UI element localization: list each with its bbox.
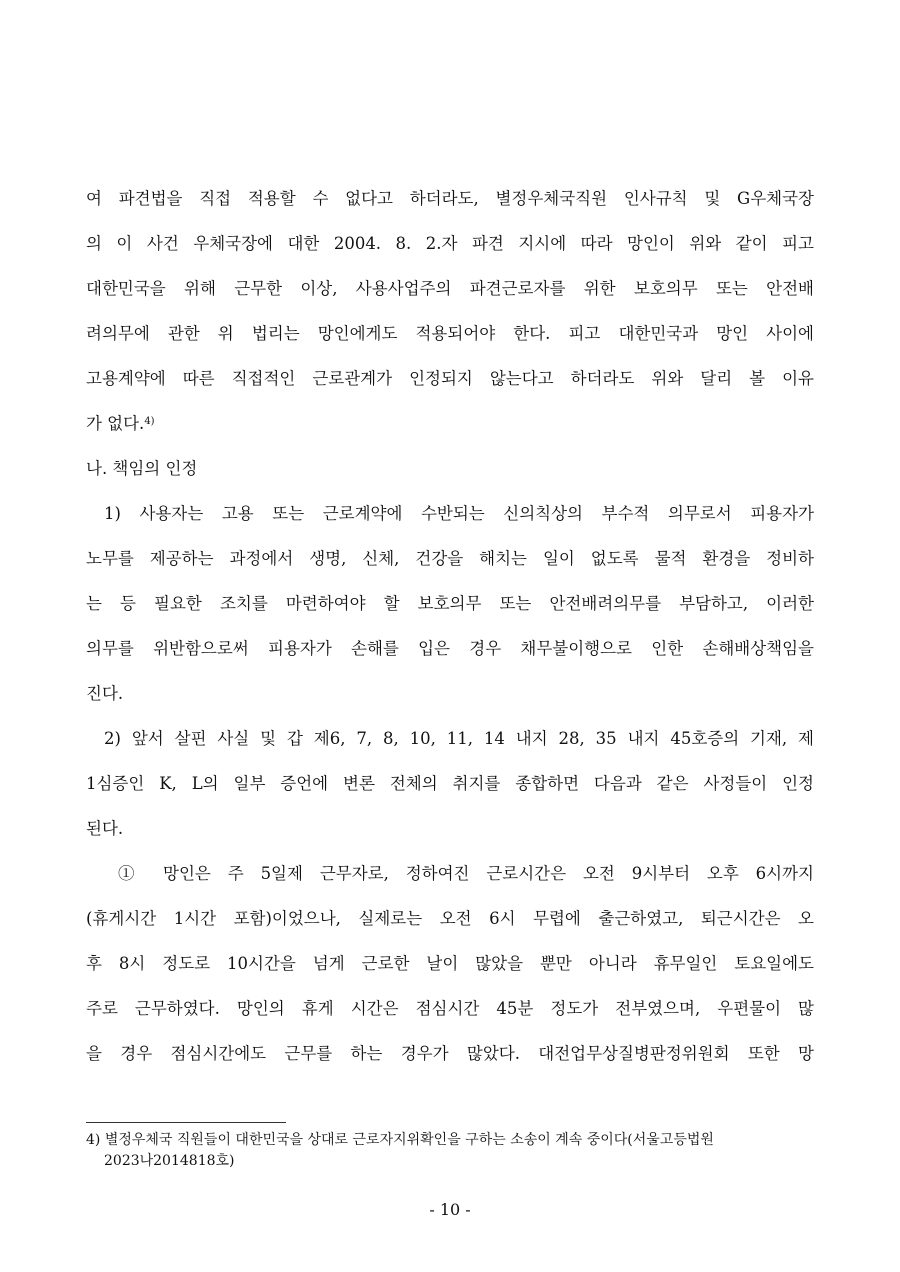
paragraph-line: 후 8시 정도로 10시간을 넘게 근로한 날이 많았을 뿐만 아니라 휴무일인 토요일에도	[86, 954, 814, 973]
paragraph-line: 된다.	[86, 819, 124, 838]
paragraph-line-with-footnote-ref	[86, 412, 814, 436]
paragraph-line: 노무를 제공하는 과정에서 생명, 신체, 건강을 해치는 일이 없도록 물적 환경을 정비하	[86, 549, 814, 568]
paragraph-line: ① 망인은 주 5일제 근무자로, 정하여진 근로시간은 오전 9시부터 오후 6시까지	[118, 864, 814, 883]
footnote-text-continued: 2023나2014818호)	[104, 1153, 235, 1169]
paragraph-line: 2) 앞서 살핀 사실 및 갑 제6, 7, 8, 10, 11, 14 내지 28, 35 내지 45호증의 기재, 제	[104, 729, 814, 748]
paragraph-line: 고용계약에 따른 직접적인 근로관계가 인정되지 않는다고 하더라도 위와 달리 볼 이유	[86, 369, 814, 388]
paragraph-line: 을 경우 점심시간에도 근무를 하는 경우가 많았다. 대전업무상질병판정위원회 또한 망	[86, 1044, 814, 1063]
paragraph-line: 1) 사용자는 고용 또는 근로계약에 수반되는 신의칙상의 부수적 의무로서 피용자가	[104, 504, 814, 523]
paragraph-line: 의무를 위반함으로써 피용자가 손해를 입은 경우 채무불이행으로 인한 손해배상책임을	[86, 639, 814, 658]
section-heading: 나. 책임의 인정	[86, 459, 198, 478]
footnote-divider	[86, 1122, 286, 1123]
paragraph-line: 1심증인 K, L의 일부 증언에 변론 전체의 취지를 종합하면 다음과 같은 사정들이 인정	[86, 774, 814, 793]
page-number: - 10 -	[429, 1200, 471, 1219]
paragraph-line: 려의무에 관한 위 법리는 망인에게도 적용되어야 한다. 피고 대한민국과 망인 사이에	[86, 324, 814, 343]
footnote-text: 4) 별정우체국 직원들이 대한민국을 상대로 근로자지위확인을 구하는 소송이 계속 중이다(서울고등법원	[86, 1132, 714, 1148]
footnote-reference: 4)	[144, 416, 155, 427]
paragraph-line-text: 가 없다.	[86, 414, 145, 433]
paragraph-line: 는 등 필요한 조치를 마련하여야 할 보호의무 또는 안전배려의무를 부담하고, 이러한	[86, 594, 814, 613]
paragraph-line: 의 이 사건 우체국장에 대한 2004. 8. 2.자 파견 지시에 따라 망인이 위와 같이 피고	[86, 234, 814, 253]
paragraph-line: 여 파견법을 직접 적용할 수 없다고 하더라도, 별정우체국직원 인사규칙 및 G우체국장	[86, 189, 814, 208]
paragraph-line: (휴게시간 1시간 포함)이었으나, 실제로는 오전 6시 무렵에 출근하였고, 퇴근시간은 오	[86, 909, 814, 928]
paragraph-line: 대한민국을 위해 근무한 이상, 사용사업주의 파견근로자를 위한 보호의무 또는 안전배	[86, 279, 814, 298]
paragraph-line: 진다.	[86, 684, 124, 703]
paragraph-line: 주로 근무하였다. 망인의 휴게 시간은 점심시간 45분 정도가 전부였으며, 우편물이 많	[86, 999, 814, 1018]
